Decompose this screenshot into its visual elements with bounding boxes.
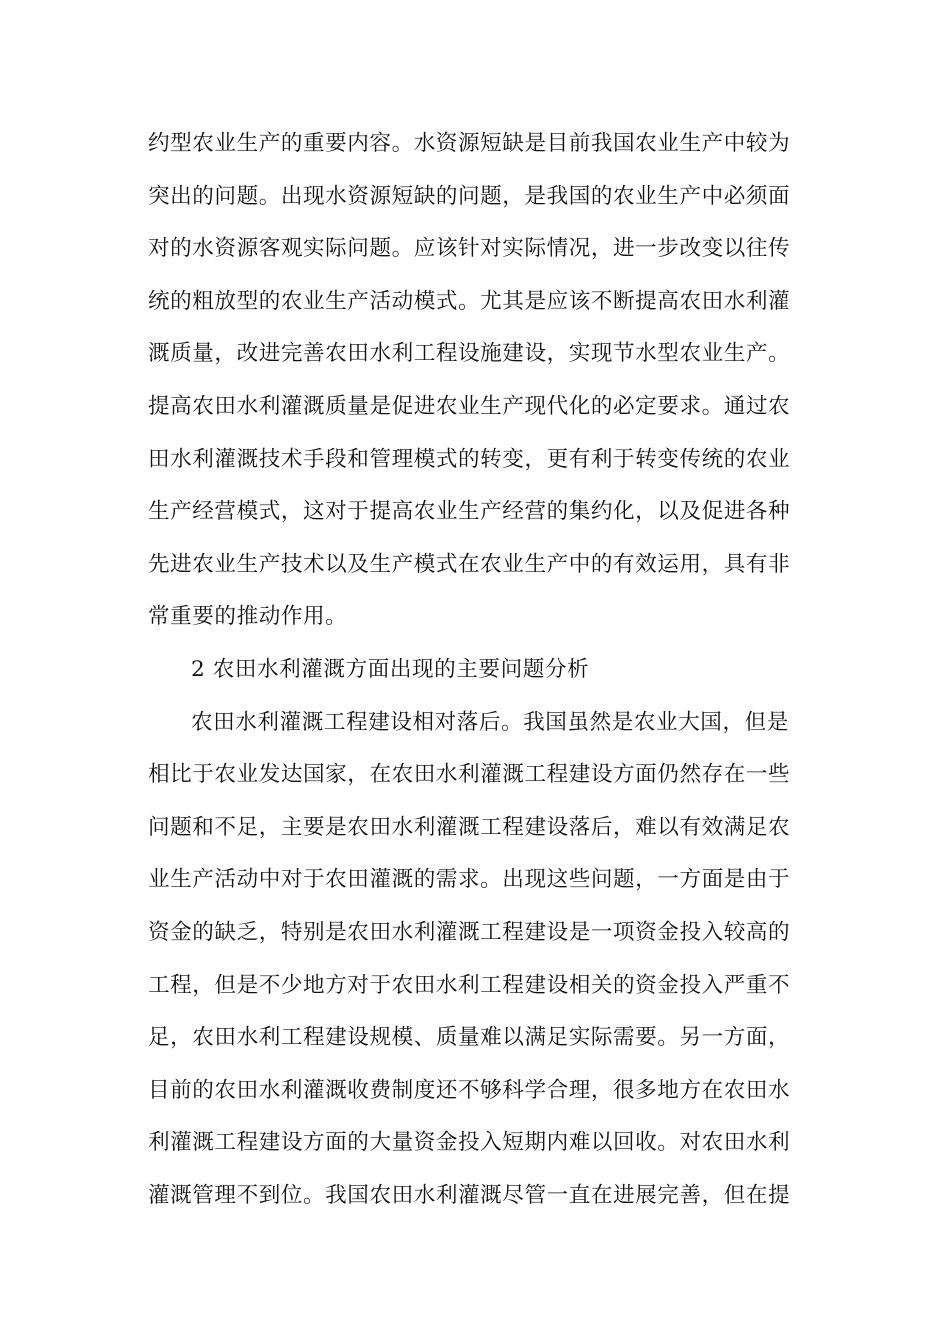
- text-line: 约型农业生产的重要内容。水资源短缺是目前我国农业生产中较为: [148, 131, 791, 156]
- text-line: 灌溉管理不到位。我国农田水利灌溉尽管一直在进展完善，但在提: [148, 1182, 791, 1208]
- text-line: 目前的农田水利灌溉收费制度还不够科学合理，很多地方在农田水: [148, 1077, 791, 1103]
- text-line: 利灌溉工程建设方面的大量资金投入短期内难以回收。对农田水利: [148, 1130, 791, 1156]
- text-line: 提高农田水利灌溉质量是促进农业生产现代化的必定要求。通过农: [148, 393, 791, 419]
- text-line: 溉质量，改进完善农田水利工程设施建设，实现节水型农业生产。: [148, 341, 791, 367]
- document-page: [148, 118, 803, 1222]
- text-line: 足，农田水利工程建设规模、质量难以满足实际需要。另一方面，: [148, 1025, 791, 1051]
- text-line: 问题和不足，主要是农田水利灌溉工程建设落后，难以有效满足农: [148, 814, 791, 840]
- text-line: 生产经营模式，这对于提高农业生产经营的集约化，以及促进各种: [148, 499, 791, 525]
- text-line: 常重要的推动作用。: [148, 604, 348, 630]
- text-line: 相比于农业发达国家，在农田水利灌溉工程建设方面仍然存在一些: [148, 762, 791, 788]
- text-line: 对的水资源客观实际问题。应该针对实际情况，进一步改变以往传: [148, 236, 791, 262]
- section-heading: 2 农田水利灌溉方面出现的主要问题分析: [191, 656, 590, 682]
- text-line: 先进农业生产技术以及生产模式在农业生产中的有效运用，具有非: [148, 551, 791, 577]
- text-line: 资金的缺乏，特别是农田水利灌溉工程建设是一项资金投入较高的: [148, 919, 791, 945]
- text-line: 突出的问题。出现水资源短缺的问题，是我国的农业生产中必须面: [148, 183, 791, 209]
- text-line: 农田水利灌溉工程建设相对落后。我国虽然是农业大国，但是: [191, 709, 789, 735]
- text-line: 业生产活动中对于农田灌溉的需求。出现这些问题，一方面是由于: [148, 867, 791, 893]
- text-line: 田水利灌溉技术手段和管理模式的转变，更有利于转变传统的农业: [148, 446, 791, 472]
- text-line: 统的粗放型的农业生产活动模式。尤其是应该不断提高农田水利灌: [148, 288, 791, 314]
- text-line: 工程，但是不少地方对于农田水利工程建设相关的资金投入严重不: [148, 972, 791, 998]
